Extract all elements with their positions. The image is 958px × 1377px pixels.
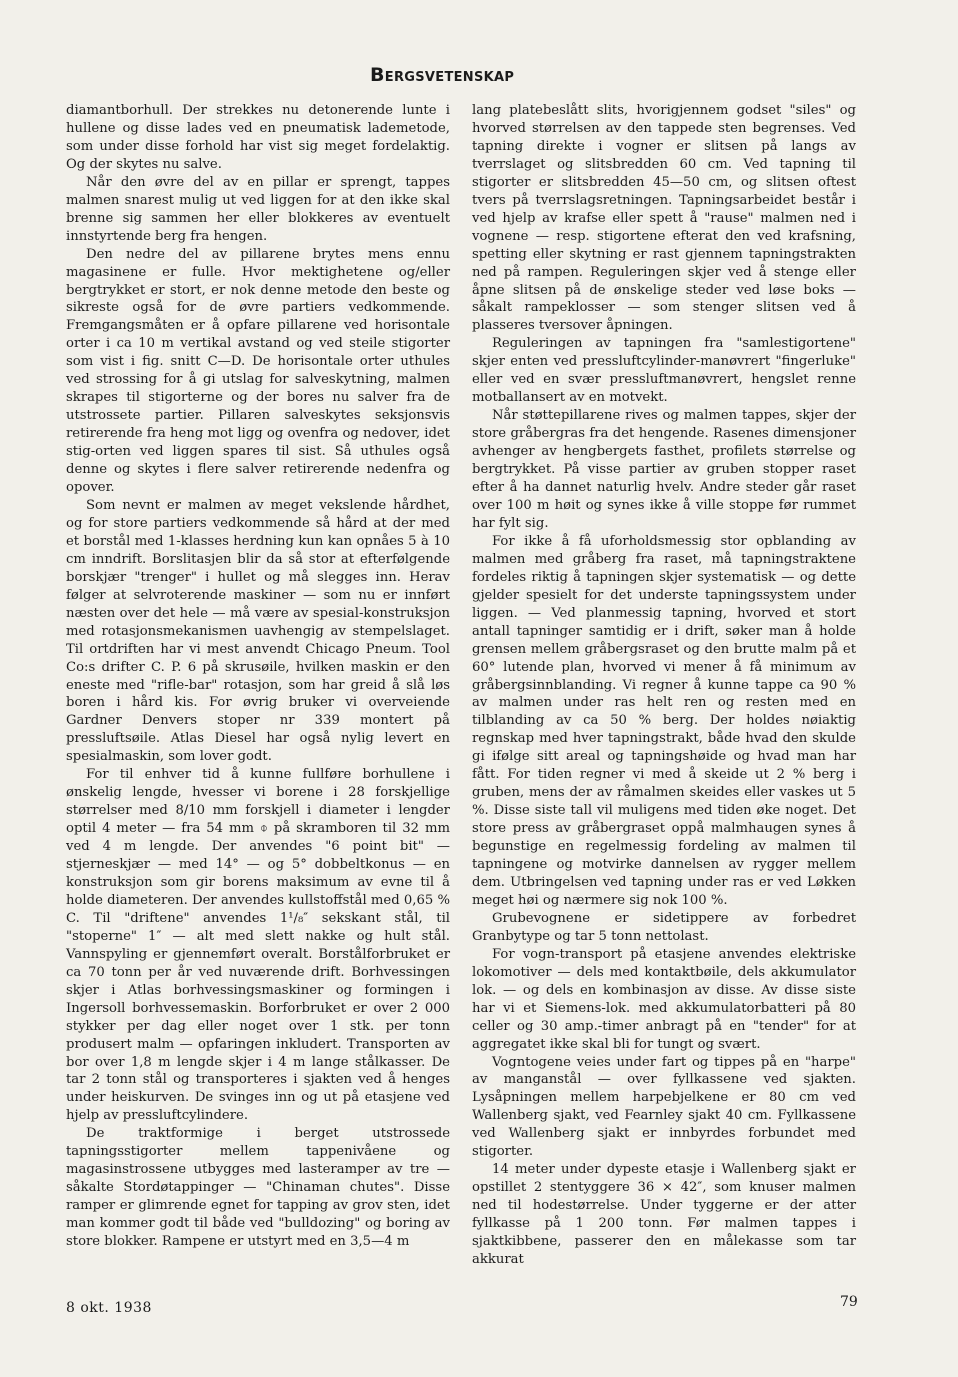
paragraph: De traktformige i berget utstrossede tapningsstigorter mellem tappenivåene og magasinstrossene utbygges med lasteramper av tre — såkalte Stordøtappinger — "Chinaman chutes". Disse ramper er glimrende egnet for tapping av grov sten, idet man kommer godt til både ved "bulldozing" og boring av store blokker. Rampene er utstyrt med en 3,5—4 m xyxy=(66,1126,450,1250)
running-header: Bergsvetenskap xyxy=(370,64,515,86)
paragraph: Når støttepillarene rives og malmen tappes, skjer der store gråbergras fra det hengende. Rasenes dimensjoner avhenger av hengbergets fasthet, profilets størrelse og bergtrykket. På visse partier av gruben stopper raset efter å ha dannet naturlig hvelv. Andre steder går raset over 100 m høit og synes ikke å ville stoppe før rummet har fylt sig. xyxy=(472,408,856,531)
paragraph: Vogntogene veies under fart og tippes på en "harpe" av manganstål — over fyllkassene ved sjakten. Lysåpningen mellem harpebjelkene er 80 cm ved Wallenberg sjakt, ved Fearnley sjakt 40 cm. Fyllkassene ved Wallenberg sjakt er innbyrdes forbundet med stigorter. xyxy=(472,1054,856,1160)
paragraph: lang platebeslått slits, hvorigjennem godset "siles" og hvorved størrelsen av den tappede sten begrenses. Ved tapning direkte i vogner er slitsen på langs av tverrslaget og slitsbredden 60 cm. Ved tapning til stigorter er slitsbredden 45—50 cm, og slitsen oftest tvers på tverrslagsretningen. Tapningsarbeidet består i ved hjelp av krafse eller spett å "rause" malmen ned i vognene — resp. stigortene efterat den ved krafsning, spetting eller skytning er rast gjennem tapningstrakten ned på rampen. Reguleringen skjer ved å stenge eller åpne slitsen på de ønskelige steder ved løse boks — såkalt rampeklosser — som stenger slitsen ved å plasseres tversover åpningen. xyxy=(472,103,856,334)
right-column xyxy=(472,102,856,1269)
paragraph: Reguleringen av tapningen fra "samlestigortene" skjer enten ved pressluftcylinder-manøvrert "fingerluke" eller ved en svær pressluftmanøvrert, hengslet renne motballansert av en motvekt. xyxy=(472,336,856,406)
page-number: 79 xyxy=(840,1294,858,1310)
issue-date: 8 okt. 1938 xyxy=(66,1300,152,1316)
paragraph: Når den øvre del av en pillar er sprengt, tappes malmen snarest mulig ut ved liggen for at den ikke skal brenne sig sammen her eller blokkeres av eventuelt innstyrtende berg fra hengen. xyxy=(66,174,450,244)
paragraph: diamantborhull. Der strekkes nu detonerende lunte i hullene og disse lades ved en pneumatisk lademetode, som under disse forhold har vist sig meget fordelaktig. Og der skytes nu salve. xyxy=(66,103,450,172)
paragraph: Grubevognene er sidetippere av forbedret Granbytype og tar 5 tonn nettolast. xyxy=(472,910,856,944)
paragraph: 14 meter under dypeste etasje i Wallenberg sjakt er opstillet 2 stentyggere 36 × 42″, som knuser malmen ned til hodestørrelse. Under tyggerne er der atter fyllkasse på 1 200 tonn. Før malmen tappes i sjaktkibbene, passerer den en målekasse som tar akkurat xyxy=(472,1162,856,1267)
left-column xyxy=(66,102,450,1251)
paragraph: Som nevnt er malmen av meget vekslende hårdhet, og for store partiers vedkommende så hård at der med et borstål med 1-klasses herdning kun kan opnåes 5 à 10 cm inndrift. Borslitasjen blir da så stor at efterfølgende borskjær "trenger" i hullet og må slegges inn. Herav følger at selvroterende maskiner — som nu er innført næsten over det hele — må være av spesial-konstruksjon med rotasjonsmekanismen uavhengig av stempelslaget. Til ortdriften har vi mest anvendt Chicago Pneum. Tool Co:s drifter C. P. 6 på skrusøile, hvilken maskin er den eneste med "rifle-bar" rotasjon, som har greid å slå løs boren i hård kis. For øvrig bruker vi overveiende Gardner Denvers stoper nr 339 montert på pressluftsøile. Atlas Diesel har også nylig levert en spesialmaskin, som lover godt. xyxy=(66,497,450,765)
paragraph: For til enhver tid å kunne fullføre borhullene i ønskelig lengde, hvesser vi borene i 28 forskjellige størrelser med 8/10 mm forskjell i diameter i lengder optil 4 meter — fra 54 mm ⌽ på skramboren til 32 mm ved 4 m lengde. Der anvendes "6 point bit" — stjerneskjær — med 14° — og 5° dobbeltkonus — en konstruksjon som gir borens maksimum av evne til å holde diameteren. Der anvendes kullstoffstål med 0,65 % C. Til "driftene" anvendes 1¹/₈″ sekskant stål, til "stoperne" 1″ — alt med slett nakke og hult stål. Vannspyling er gjennemført overalt. Borstålforbruket er ca 70 tonn per år ved nuværende drift. Borhvessingen skjer i Atlas borhvessingsmaskiner og formingen i Ingersoll borhvessemaskin. Borforbruket er over 2 000 stykker per dag eller noget over 1 stk. per tonn produsert malm — opfaringen inkludert. Transporten av bor over 1,8 m lengde skjer i 4 m lange stålkasser. De tar 2 tonn stål og transporteres i sjakten ved å henges under heiskurven. De svinges inn og ut på etasjene ved hjelp av pressluftcylindere. xyxy=(66,767,450,1124)
paragraph: For vogn-transport på etasjene anvendes elektriske lokomotiver — dels med kontaktbøile, dels akkumulator lok. — og dels en kombinasjon av disse. Av disse siste har vi et Siemens-lok. med akkumulatorbatteri på 80 celler og 30 amp.-timer anbragt på en "tender" for at aggregatet ikke skal bli for tungt og svært. xyxy=(472,946,856,1052)
paragraph: For ikke å få uforholdsmessig stor opblanding av malmen med gråberg fra raset, må tapningstraktene fordeles riktig å tapningen skjer systematisk — og dette gjelder spesielt for det underste tapningssystem under liggen. — Ved planmessig tapning, hvorved et stort antall tapninger samtidig er i drift, søker man å holde grensen mellem gråbergsraset og den brutte malm på et 60° lutende plan, hvorved vi mener å få minimum av gråbergsinnblanding. Vi regner å kunne tappe ca 90 % av malmen under ras helt ren og resten med en tilblanding av ca 50 % berg. Der holdes nøiaktig regnskap med hver tapningstrakt, både hvad den skulde gi ifølge sitt areal og tapningshøide og hvad man har fått. For tiden regner vi med å skeide ut 2 % berg i gruben, mens der av råmalmen skeides eller vaskes ut 5 %. Disse siste tall vil muligens med tiden øke noget. Det store press av gråbergraset oppå malmhaugen synes å begunstige en regelmessig fordeling av malmen til tapningene og motvirke dannelsen av rygger mellem dem. Utbringelsen ved tapning under ras er ved Løkken meget høi og nærmere sig nok 100 %. xyxy=(472,533,856,908)
paragraph: Den nedre del av pillarene brytes mens ennu magasinene er fulle. Hvor mektighetene og/eller bergtrykket er stort, er nok denne metode den beste og sikreste også for de øvre partiers vedkommende. Fremgangsmåten er å opfare pillarene ved horisontale orter i ca 10 m vertikal avstand og ved steile stigorter som vist i fig. snitt C—D. De horisontale orter uthules ved strossing for å gi utslag for salveskytning, malmen skrapes til stigorterne og der bores nu salver fra de utstrossete partier. Pillaren salveskytes seksjonsvis retirerende fra heng mot ligg og ovenfra og nedover, idet stig-orten ved liggen spares til sist. Så uthules også denne og skytes i flere salver retirerende nedenfra og opover. xyxy=(66,246,450,496)
